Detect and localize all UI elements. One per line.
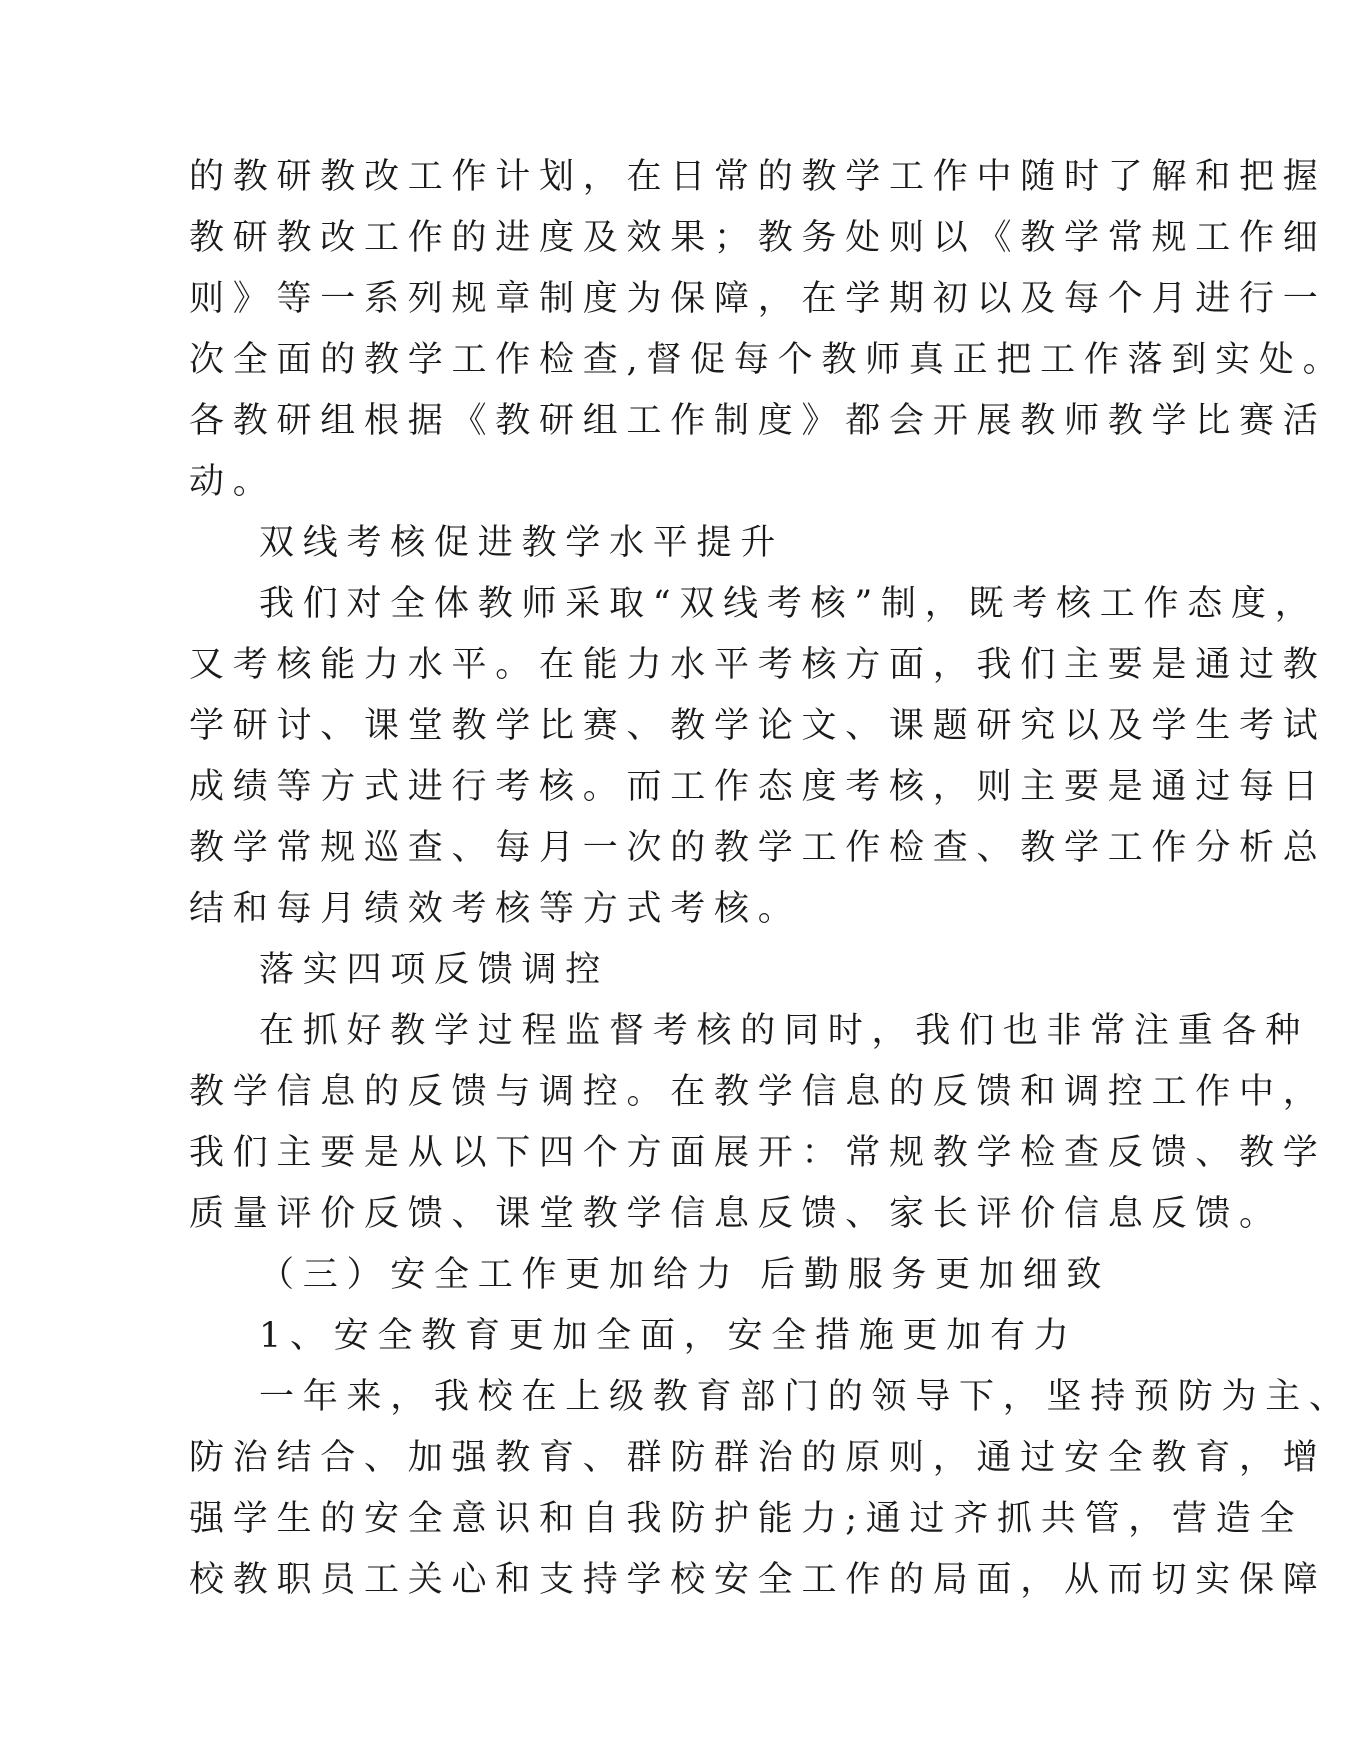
paragraph-line: 在抓好教学过程监督考核的同时，我们也非常注重各种: [259, 1011, 1310, 1051]
paragraph-line: 结和每月绩效考核等方式考核。: [189, 889, 802, 929]
paragraph-line: 各教研组根据《教研组工作制度》都会开展教师教学比赛活: [189, 401, 1327, 441]
paragraph-line: 成绩等方式进行考核。而工作态度考核，则主要是通过每日: [189, 767, 1327, 807]
paragraph-line: 我们主要是从以下四个方面展开：常规教学检查反馈、教学: [189, 1133, 1327, 1173]
section-heading: 落实四项反馈调控: [259, 950, 610, 990]
paragraph-line: 又考核能力水平。在能力水平考核方面，我们主要是通过教: [189, 645, 1327, 685]
paragraph-line: 学研讨、课堂教学比赛、教学论文、课题研究以及学生考试: [189, 706, 1327, 746]
paragraph-line: 教学信息的反馈与调控。在教学信息的反馈和调控工作中，: [189, 1072, 1327, 1112]
paragraph-line: 的教研教改工作计划，在日常的教学工作中随时了解和把握: [189, 157, 1327, 197]
document-body: [189, 147, 1353, 1611]
paragraph-line: 教研教改工作的进度及效果；教务处则以《教学常规工作细: [189, 218, 1327, 258]
paragraph-line: 防治结合、加强教育、群防群治的原则，通过安全教育，增: [189, 1438, 1327, 1478]
paragraph-line: 校教职员工关心和支持学校安全工作的局面，从而切实保障: [189, 1560, 1327, 1600]
subsection-heading: 1、安全教育更加全面，安全措施更加有力: [259, 1316, 1078, 1356]
paragraph-line: 一年来，我校在上级教育部门的领导下，坚持预防为主、: [259, 1377, 1353, 1417]
section-heading: 双线考核促进教学水平提升: [259, 523, 785, 563]
paragraph-line: 教学常规巡查、每月一次的教学工作检查、教学工作分析总: [189, 828, 1327, 868]
paragraph-line: 强学生的安全意识和自我防护能力;通过齐抓共管，营造全: [189, 1499, 1304, 1539]
section-heading: （三）安全工作更加给力 后勤服务更加细致: [259, 1255, 1111, 1295]
paragraph-line: 次全面的教学工作检查,督促每个教师真正把工作落到实处。: [189, 340, 1347, 380]
paragraph-line: 质量评价反馈、课堂教学信息反馈、家长评价信息反馈。: [189, 1194, 1283, 1234]
paragraph-line: 则》等一系列规章制度为保障，在学期初以及每个月进行一: [189, 279, 1327, 319]
paragraph-line: 我们对全体教师采取“双线考核”制，既考核工作态度，: [259, 584, 1319, 624]
paragraph-line: 动。: [189, 462, 277, 502]
